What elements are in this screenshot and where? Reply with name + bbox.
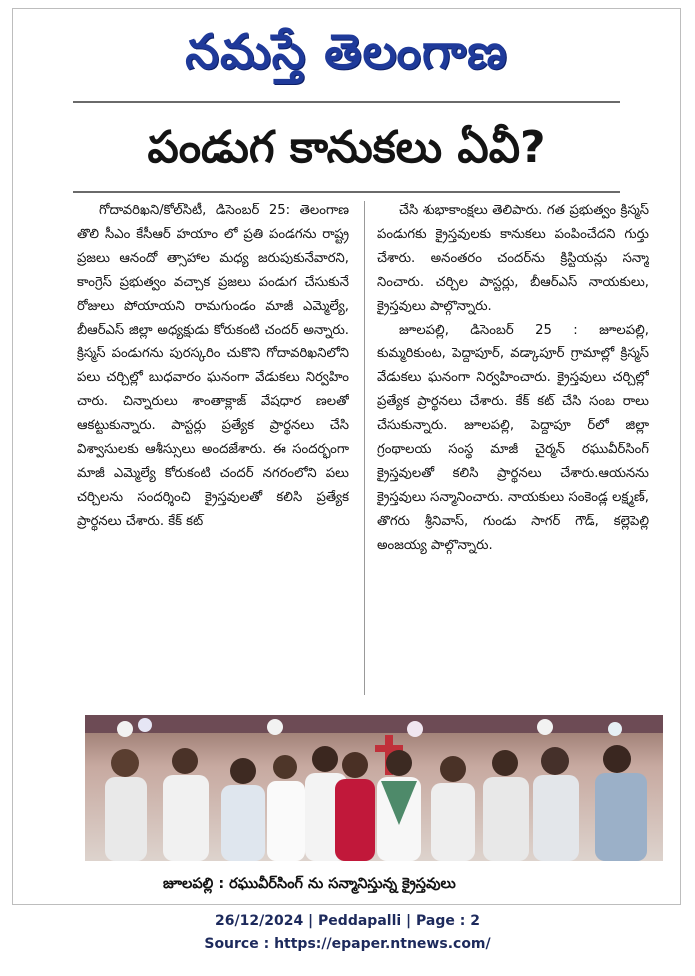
article-paragraph: చేసి శుభాకాంక్షలు తెలిపారు. గత ప్రభుత్వం క్రిస్మస్ పండుగకు క్రైస్తవులకు కానుకలు పంపించేదని గుర్తు చేశారు. అనంతరం చందర్‌ను క్రిస్టియన్లు సన్మా నించారు. చర్చిల పాస్టర్లు, బీఆర్‌ఎస్ నాయకులు, క్రైస్తవులు పాల్గొన్నారు. bbox=[377, 203, 649, 314]
article-column-left bbox=[77, 199, 349, 699]
footer-date-edition: 26/12/2024 | Peddapalli | Page : 2 bbox=[215, 913, 480, 929]
group-photo-illustration bbox=[85, 715, 663, 861]
headline: పండుగ కానుకలు ఏవీ? bbox=[147, 122, 546, 173]
masthead-logo: నమస్తే తెలంగాణ bbox=[185, 24, 508, 80]
newspaper-clipping bbox=[12, 8, 681, 905]
photo-caption: జూలపల్లి : రఘువీర్‌సింగ్ ను సన్మానిస్తున్న క్రైస్తవులు bbox=[163, 876, 456, 892]
footer-source: Source : https://epaper.ntnews.com/ bbox=[204, 936, 491, 952]
news-photo bbox=[85, 715, 663, 861]
column-divider bbox=[364, 201, 365, 695]
article-paragraph: గోదావరిఖని/కోల్‌సిటీ, డిసెంబర్ 25: తెలంగాణ తొలి సీఎం కేసీఆర్ హయాం లో ప్రతి పండగను రాష్ట్ర ప్రజలు ఆనందో త్సాహాల మధ్య జరుపుకునేవారని, కాంగ్రెస్ ప్రభుత్వం వచ్చాక ప్రజలు పండుగ చేసుకునే రోజులు పోయాయని రామగుండం మాజీ ఎమ్మెల్యే, బీఆర్‌ఎస్ జిల్లా అధ్యక్షుడు కోరుకంటి చందర్ అన్నారు. క్రిస్మస్ పండుగను పురస్కరిం చుకొని గోదావరిఖనిలోని పలు చర్చిల్లో బుధవారం ఘనంగా వేడుకలు నిర్వహిం చారు. చిన్నారులు శాంతాక్లాజ్ వేషధార ణలతో ఆకట్టుకున్నారు. పాస్టర్లు ప్రత్యేక ప్రార్థనలు చేసి విశ్వాసులకు ఆశీస్సులు అందజేశారు. ఈ సందర్భంగా మాజీ ఎమ్మెల్యే కోరుకంటి చందర్ నగరంలోని పలు చర్చిలను సందర్శించి క్రైస్తవులతో కలిసి ప్రత్యేక ప్రార్థనలు చేశారు. కేక్ కట్ bbox=[77, 203, 349, 529]
article-column-right bbox=[377, 199, 649, 699]
article-paragraph: జూలపల్లి, డిసెంబర్ 25 : జూలపల్లి, కుమ్మరికుంట, పెద్దాపూర్, వడ్కాపూర్ గ్రామాల్లో క్రిస్మస్ వేడుకలు ఘనంగా నిర్వహించారు. క్రైస్తవులు చర్చిల్లో ప్రత్యేక ప్రార్థనలు చేశారు. కేక్ కట్ చేసి సంబ రాలు చేసుకున్నారు. జూలపల్లి, పెద్దాపూ ర్‌లో జిల్లా గ్రంథాలయ సంస్థ మాజీ చైర్మన్ రఘువీర్‌సింగ్ క్రైస్తవులతో కలిసి ప్రార్థనలు చేశారు.ఆయనను క్రైస్తవులు సన్మానించారు. నాయకులు సంకెండ్ల లక్ష్మణ్, తొగరు శ్రీనివాస్, గుండు సాగర్ గౌడ్, కల్లెపెల్లి అంజయ్య పాల్గొన్నారు. bbox=[377, 322, 649, 553]
headline-bottom-rule bbox=[73, 191, 620, 193]
headline-top-rule bbox=[73, 101, 620, 103]
